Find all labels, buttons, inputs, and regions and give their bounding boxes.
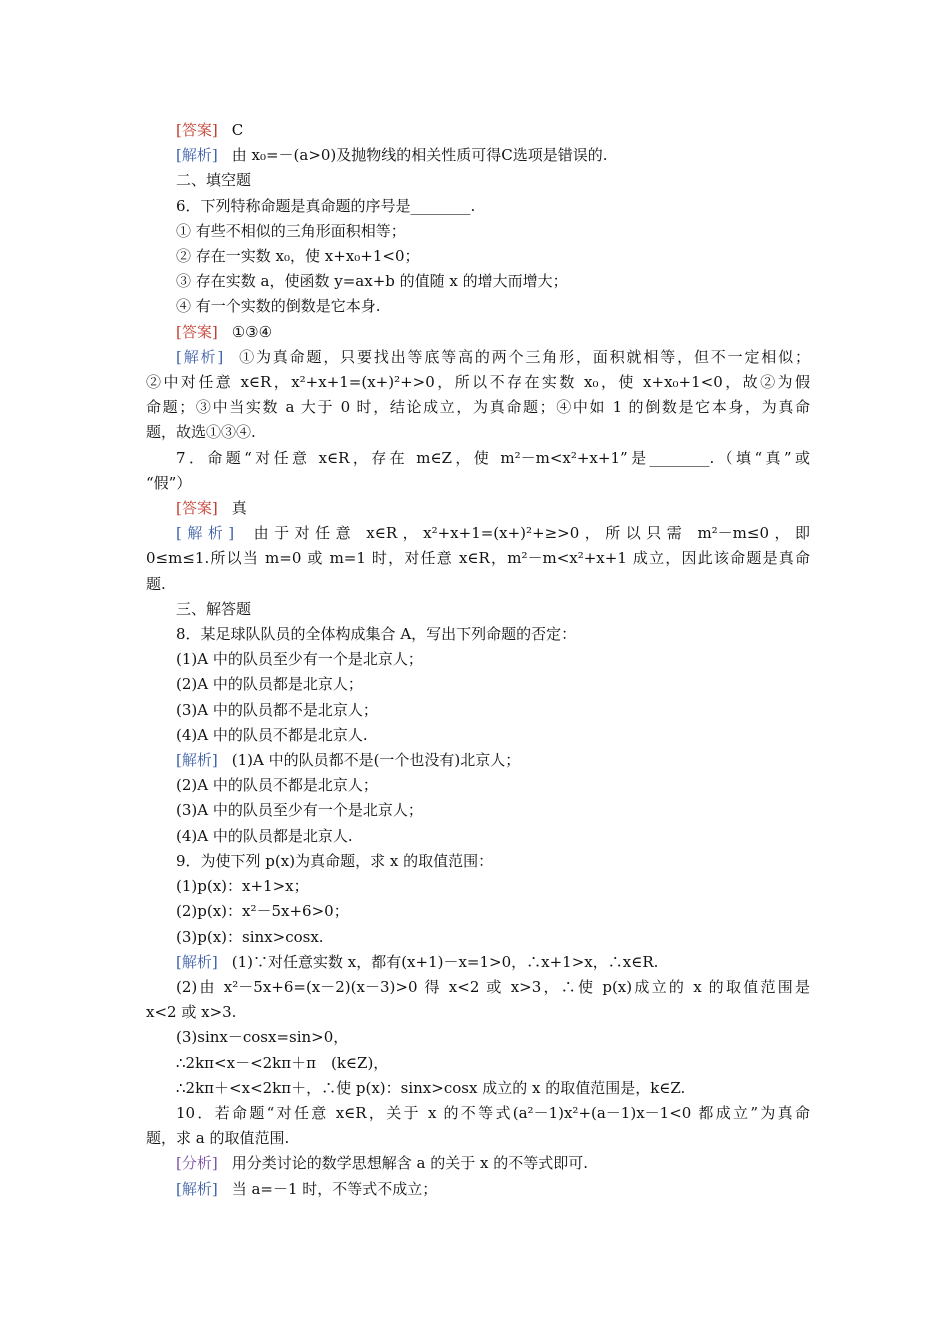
q10-remark-line xyxy=(146,1151,810,1176)
q7-analysis-text: 题. xyxy=(146,574,166,593)
q8-item: (3)A 中的队员都不是北京人； xyxy=(176,700,378,719)
q9-analysis-text: ∴2kπ＋<x<2kπ＋，∴使 p(x)：sinx>cosx 成立的 x 的取值范围是，k∈Z. xyxy=(176,1078,686,1097)
q6-analysis-text: 题，故选①③④. xyxy=(146,423,256,442)
q7-stem: “假”） xyxy=(146,473,192,492)
q9-analysis-text: x<2 或 x>3. xyxy=(146,1003,237,1022)
q6-answer: ①③④ xyxy=(231,322,273,341)
q7-answer-line xyxy=(146,496,810,521)
q10-stem: 题，求 a 的取值范围. xyxy=(146,1129,290,1148)
q6-analysis-line xyxy=(146,345,810,370)
q9-analysis-text: (3)sinx－cosx=sin>0， xyxy=(176,1028,349,1047)
q9-item: (3)p(x)：sinx>cosx. xyxy=(176,927,324,946)
q6-analysis-text: ①为真命题，只要找出等底等高的两个三角形，面积就相等，但不一定相似； xyxy=(237,347,810,366)
q8-analysis-text: (4)A 中的队员都是北京人. xyxy=(176,826,353,845)
q8-analysis-text: (2)A 中的队员不都是北京人； xyxy=(176,776,378,795)
q9-analysis-text: (1)∵对任意实数 x，都有(x+1)－x=1>0，∴x+1>x，∴x∈R. xyxy=(231,952,659,971)
q10-stem: 10．若命题“对任意 x∈R，关于 x 的不等式(a²－1)x²+(a－1)x－1<0 都成立”为真命 xyxy=(176,1103,810,1122)
q6-option: ① 有些不相似的三角形面积相等； xyxy=(176,221,406,240)
q7-analysis-text: 由于对任意 x∈R，x²+x+1=(x+)²+≥>0，所以只需 m²－m≤0，即 xyxy=(248,524,810,543)
q9-analysis-text: ∴2kπ<x－<2kπ＋π (k∈Z)， xyxy=(176,1053,389,1072)
answer-tag: [答案] xyxy=(176,121,218,139)
q6-option: ② 存在一实数 x₀，使 x+x₀+1<0； xyxy=(176,247,420,266)
section-solve-heading: 三、解答题 xyxy=(176,599,252,618)
q8-item: (2)A 中的队员都是北京人； xyxy=(176,675,363,694)
q6-analysis-text: 命题；③中当实数 a 大于 0 时，结论成立，为真命题；④中如 1 的倒数是它本身，为真命 xyxy=(146,398,810,417)
q9-item: (2)p(x)：x²－5x+6>0； xyxy=(176,902,349,921)
document-body xyxy=(146,118,810,1202)
analysis-tag: [解析] xyxy=(176,1179,218,1198)
q6-stem: 6．下列特称命题是真命题的序号是________. xyxy=(176,196,476,215)
q8-item: (1)A 中的队员至少有一个是北京人； xyxy=(176,650,423,669)
q6-option: ③ 存在实数 a，使函数 y=ax+b 的值随 x 的增大而增大； xyxy=(176,272,568,291)
q8-stem: 8．某足球队队员的全体构成集合 A，写出下列命题的否定： xyxy=(176,625,577,644)
q8-analysis-line xyxy=(146,748,810,773)
q5-answer: C xyxy=(231,121,244,139)
analysis-tag: [解析] xyxy=(176,524,235,543)
q6-answer-line xyxy=(146,320,810,345)
q6-option: ④ 有一个实数的倒数是它本身. xyxy=(176,297,381,316)
q8-item: (4)A 中的队员不都是北京人. xyxy=(176,725,368,744)
q9-analysis-line xyxy=(146,950,810,975)
analysis-tag: [解析] xyxy=(176,146,218,165)
answer-tag: [答案] xyxy=(176,499,218,518)
section-fill-in-heading: 二、填空题 xyxy=(176,171,252,190)
analysis-tag: [解析] xyxy=(176,347,224,366)
q10-analysis-line xyxy=(146,1177,810,1202)
q9-analysis-text: (2)由 x²－5x+6=(x－2)(x－3)>0 得 x<2 或 x>3，∴使 p(x)成立的 x 的取值范围是 xyxy=(176,977,810,996)
answer-tag: [答案] xyxy=(176,322,218,341)
q5-answer-line xyxy=(146,118,810,143)
q7-analysis-text: 0≤m≤1.所以当 m=0 或 m=1 时，对任意 x∈R，m²－m<x²+x+1 成立，因此该命题是真命 xyxy=(146,549,810,568)
q7-answer: 真 xyxy=(231,499,247,518)
q6-analysis-text: ②中对任意 x∈R，x²+x+1=(x+)²+>0，所以不存在实数 x₀，使 x+x₀+1<0，故②为假 xyxy=(146,373,810,392)
q9-stem: 9．为使下列 p(x)为真命题，求 x 的取值范围： xyxy=(176,851,494,870)
q5-analysis: 由 x₀=－(a>0)及抛物线的相关性质可得C选项是错误的. xyxy=(231,146,608,165)
q5-analysis-line xyxy=(146,143,810,168)
q7-analysis-line xyxy=(146,521,810,546)
q7-stem: 7．命题“对任意 x∈R，存在 m∈Z，使 m²－m<x²+x+1”是________.（填“真”或 xyxy=(176,448,810,467)
q10-analysis: 当 a=－1 时，不等式不成立； xyxy=(231,1179,438,1198)
analysis-tag: [解析] xyxy=(176,952,218,971)
q10-remark: 用分类讨论的数学思想解含 a 的关于 x 的不等式即可. xyxy=(231,1154,588,1173)
q8-analysis-text: (3)A 中的队员至少有一个是北京人； xyxy=(176,801,423,820)
q9-item: (1)p(x)：x+1>x； xyxy=(176,877,309,896)
q8-analysis-text: (1)A 中的队员都不是(一个也没有)北京人； xyxy=(231,751,521,770)
analysis-tag: [解析] xyxy=(176,751,218,770)
remark-tag: [分析] xyxy=(176,1154,218,1173)
